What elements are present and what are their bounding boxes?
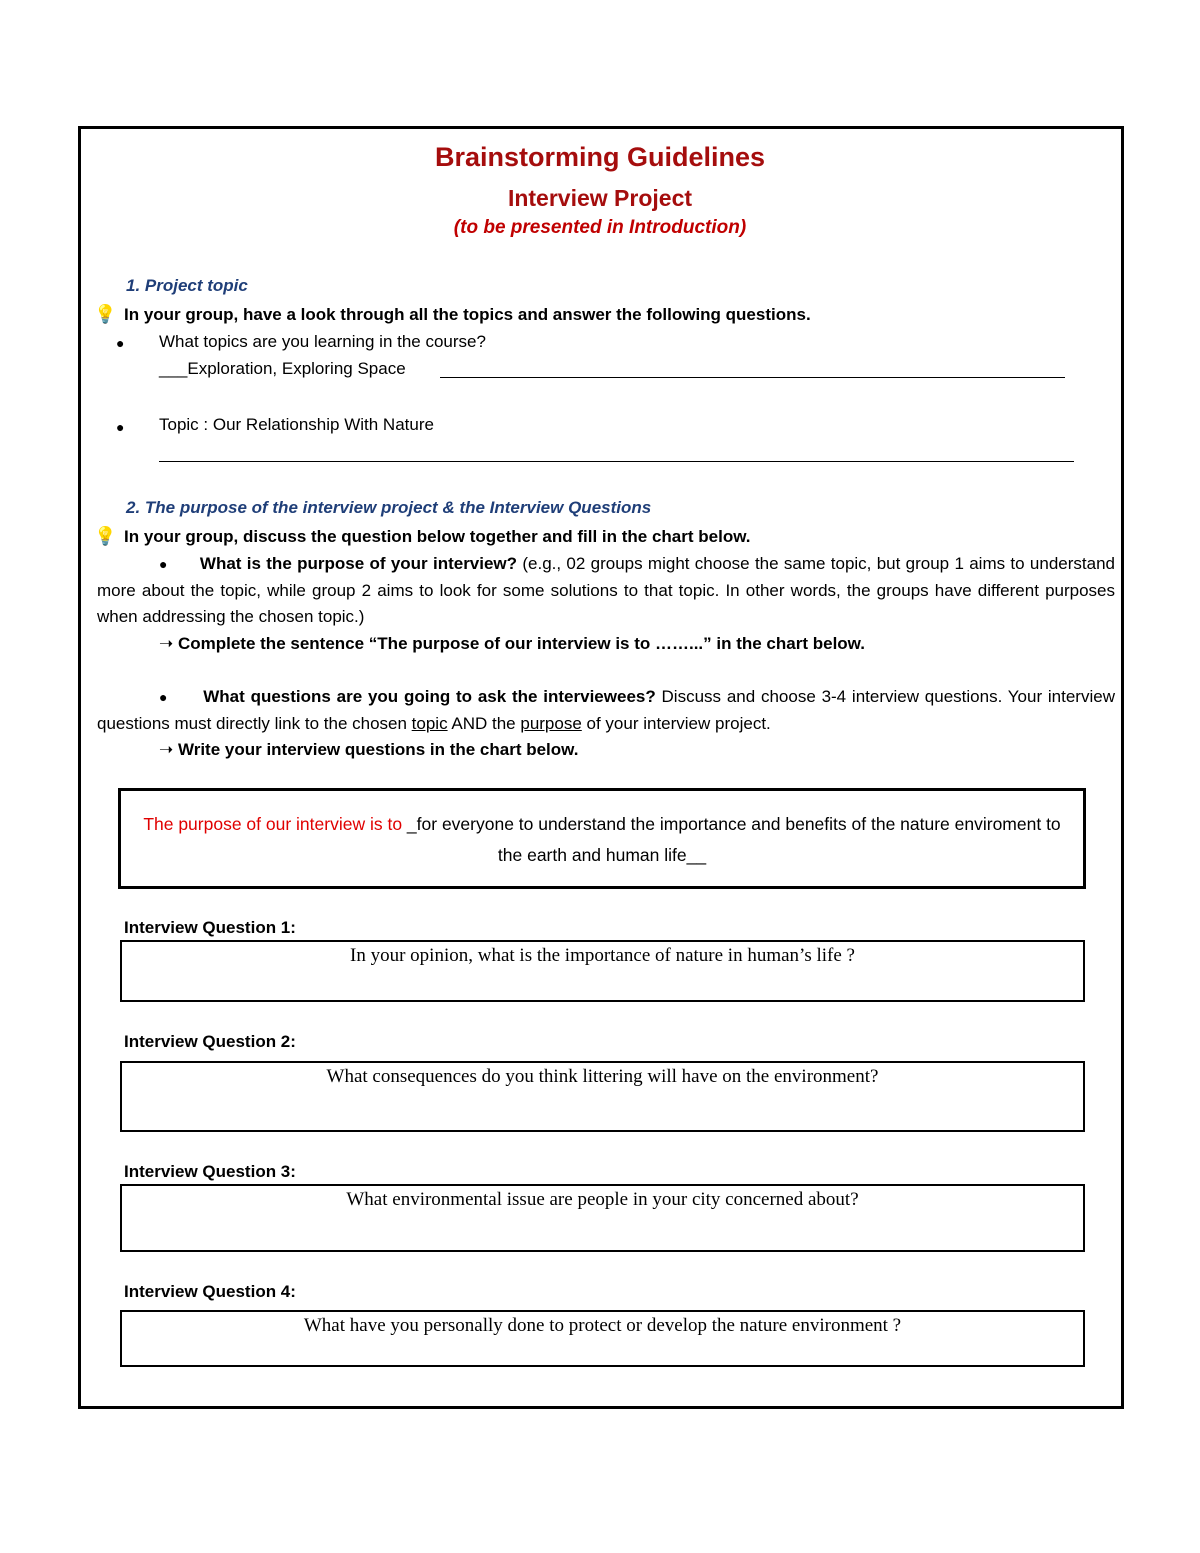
page-subtitle: Interview Project: [507, 185, 693, 211]
bullet-icon: ●: [116, 419, 125, 435]
purpose-lead: The purpose of our interview is to: [143, 814, 407, 834]
question-2-label: Interview Question 2:: [124, 1032, 296, 1051]
answer-underline: [440, 377, 1065, 378]
purpose-answer-box[interactable]: [118, 788, 1086, 889]
question-3-label: Interview Question 3:: [124, 1162, 296, 1181]
question-4-answer-box[interactable]: What have you personally done to protect or develop the nature environment ?: [120, 1310, 1085, 1367]
section2-instruction: In your group, discuss the question below together and fill in the chart below.: [124, 527, 751, 546]
lightbulb-icon: 💡: [94, 304, 117, 324]
section2-arrow-instruction-1: ➝ Complete the sentence “The purpose of our interview is to ……...” in the chart below.: [159, 634, 865, 653]
answer-underline: [159, 461, 1074, 462]
section1-question-topics: What topics are you learning in the course?: [159, 332, 486, 351]
question-4-label: Interview Question 4:: [124, 1282, 296, 1301]
page-title: Brainstorming Guidelines: [434, 142, 766, 172]
question-2-answer-box[interactable]: What consequences do you think littering will have on the environment?: [120, 1061, 1085, 1132]
section1-answer-topics: ___Exploration, Exploring Space: [159, 359, 406, 378]
bullet-icon: ●: [159, 556, 169, 572]
lightbulb-icon: 💡: [94, 526, 117, 546]
question-3-answer-box[interactable]: What environmental issue are people in your city concerned about?: [120, 1184, 1085, 1252]
section2-arrow-instruction-2: ➝ Write your interview questions in the chart below.: [159, 740, 579, 759]
section1-instruction: In your group, have a look through all the topics and answer the following questions.: [124, 305, 811, 324]
purpose-answer: _for everyone to understand the importance and benefits of the nature enviroment to the earth and human life__: [406, 814, 1061, 865]
bullet-icon: ●: [159, 689, 169, 705]
section2-heading: 2. The purpose of the interview project & the Interview Questions: [126, 498, 652, 517]
page-note: (to be presented in Introduction): [453, 217, 747, 238]
section2-questions-paragraph: ● What questions are you going to ask the interviewees? Discuss and choose 3-4 interview questions. Your interview questions must directly link to the chosen topic AND the purpose of your interview project.: [97, 687, 1115, 733]
section1-heading: 1. Project topic: [126, 276, 248, 295]
section1-topic: Topic : Our Relationship With Nature: [159, 415, 434, 434]
bullet-icon: ●: [116, 335, 125, 351]
question-1-label: Interview Question 1:: [124, 918, 296, 937]
question-1-answer-box[interactable]: In your opinion, what is the importance of nature in human’s life ?: [120, 940, 1085, 1002]
section2-purpose-paragraph: ● What is the purpose of your interview? (e.g., 02 groups might choose the same topic, but group 1 aims to understand more about the topic, while group 2 aims to look for some solutions to that topic. In other words, the groups have different purposes when addressing the chosen topic.): [97, 554, 1115, 626]
